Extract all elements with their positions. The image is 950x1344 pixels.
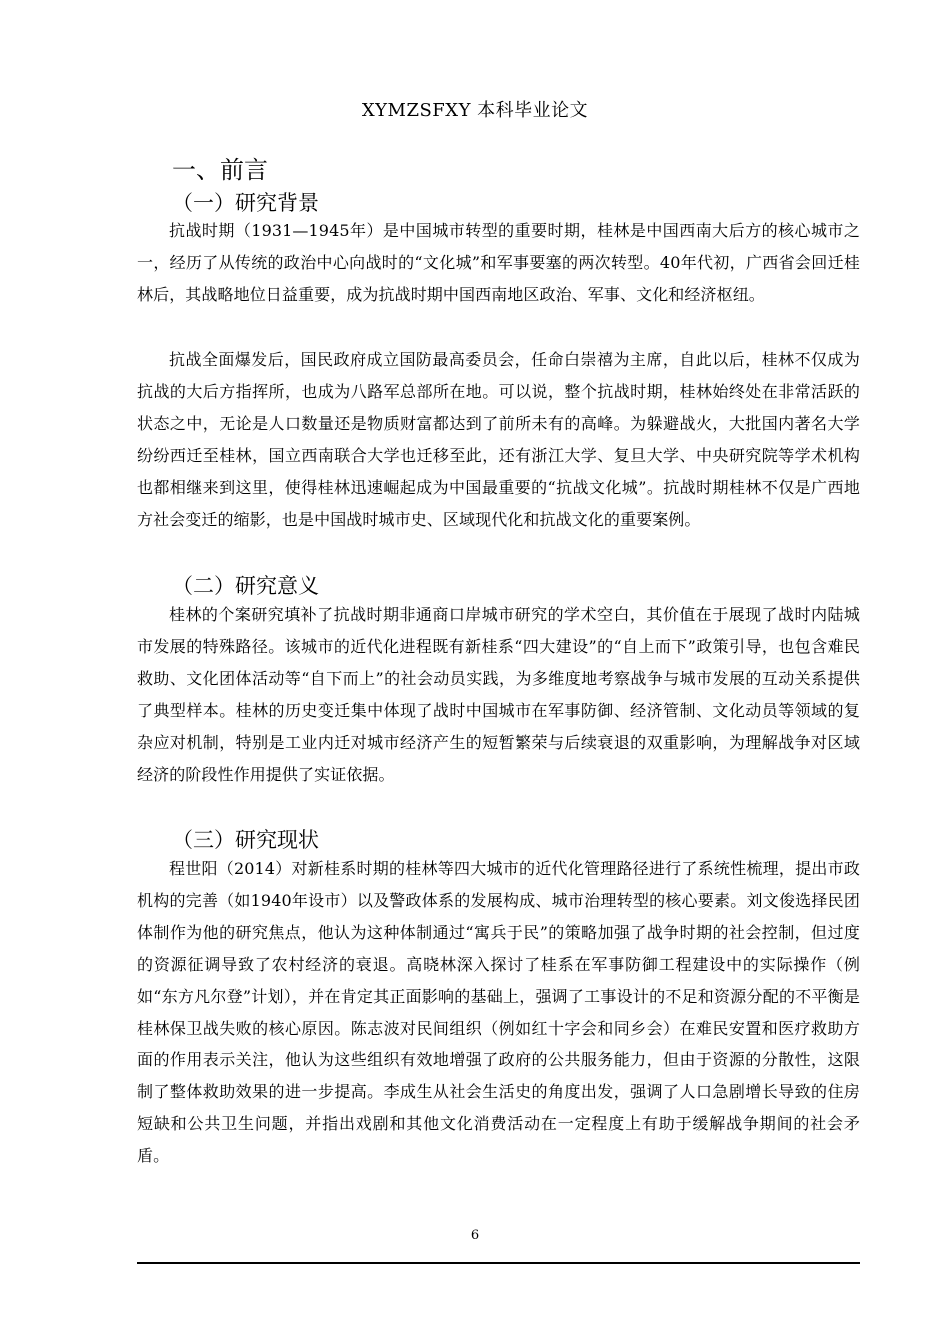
section-heading-background: （一）研究背景 bbox=[172, 191, 319, 215]
footer-rule bbox=[137, 1262, 860, 1264]
section-heading-significance: （二）研究意义 bbox=[172, 574, 319, 598]
page-number: 6 bbox=[470, 1228, 480, 1243]
paragraph-status-1: 程世阳（2014）对新桂系时期的桂林等四大城市的近代化管理路径进行了系统性梳理，提出市政机构的完善（如1940年设市）以及警政体系的发展构成、城市治理转型的核心要素。刘文俊选择民团体制作为他的研究焦点，他认为这种体制通过“寓兵于民”的策略加强了战争时期的社会控制，但过度的资源征调导致了农村经济的衰退。高晓林深入探讨了桂系在军事防御工程建设中的实际操作（例如“东方凡尔登”计划），并在肯定其正面影响的基础上，强调了工事设计的不足和资源分配的不平衡是桂林保卫战失败的核心原因。陈志波对民间组织（例如红十字会和同乡会）在难民安置和医疗救助方面的作用表示关注，他认为这些组织有效地增强了政府的公共服务能力，但由于资源的分散性，这限制了整体救助效果的进一步提高。李成生从社会生活史的角度出发，强调了人口急剧增长导致的住房短缺和公共卫生问题，并指出戏剧和其他文化消费活动在一定程度上有助于缓解战争期间的社会矛盾。 bbox=[137, 859, 860, 1166]
paragraph-background-2: 抗战全面爆发后，国民政府成立国防最高委员会，任命白崇禧为主席，自此以后，桂林不仅成为抗战的大后方指挥所，也成为八路军总部所在地。可以说，整个抗战时期，桂林始终处在非常活跃的状态之中，无论是人口数量还是物质财富都达到了前所未有的高峰。为躲避战火，大批国内著名大学纷纷西迁至桂林，国立西南联合大学也迁移至此，还有浙江大学、复旦大学、中央研究院等学术机构也都相继来到这里，使得桂林迅速崛起成为中国最重要的“抗战文化城”。抗战时期桂林不仅是广西地方社会变迁的缩影，也是中国战时城市史、区域现代化和抗战文化的重要案例。 bbox=[137, 350, 860, 529]
main-heading: 一、前言 bbox=[172, 156, 268, 184]
section-heading-status: （三）研究现状 bbox=[172, 828, 319, 852]
paragraph-significance-1: 桂林的个案研究填补了抗战时期非通商口岸城市研究的学术空白，其价值在于展现了战时内陆城市发展的特殊路径。该城市的近代化进程既有新桂系“四大建设”的“自上而下”政策引导，也包含难民救助、文化团体活动等“自下而上”的社会动员实践，为多维度地考察战争与城市发展的互动关系提供了典型样本。桂林的历史变迁集中体现了战时中国城市在军事防御、经济管制、文化动员等领域的复杂应对机制，特别是工业内迁对城市经济产生的短暂繁荣与后续衰退的双重影响，为理解战争对区域经济的阶段性作用提供了实证依据。 bbox=[137, 605, 860, 784]
header-title: XYMZSFXY 本科毕业论文 bbox=[361, 100, 589, 121]
paragraph-background-1: 抗战时期（1931—1945年）是中国城市转型的重要时期，桂林是中国西南大后方的核心城市之一，经历了从传统的政治中心向战时的“文化城”和军事要塞的两次转型。40年代初，广西省会回迁桂林后，其战略地位日益重要，成为抗战时期中国西南地区政治、军事、文化和经济枢纽。 bbox=[137, 221, 860, 304]
